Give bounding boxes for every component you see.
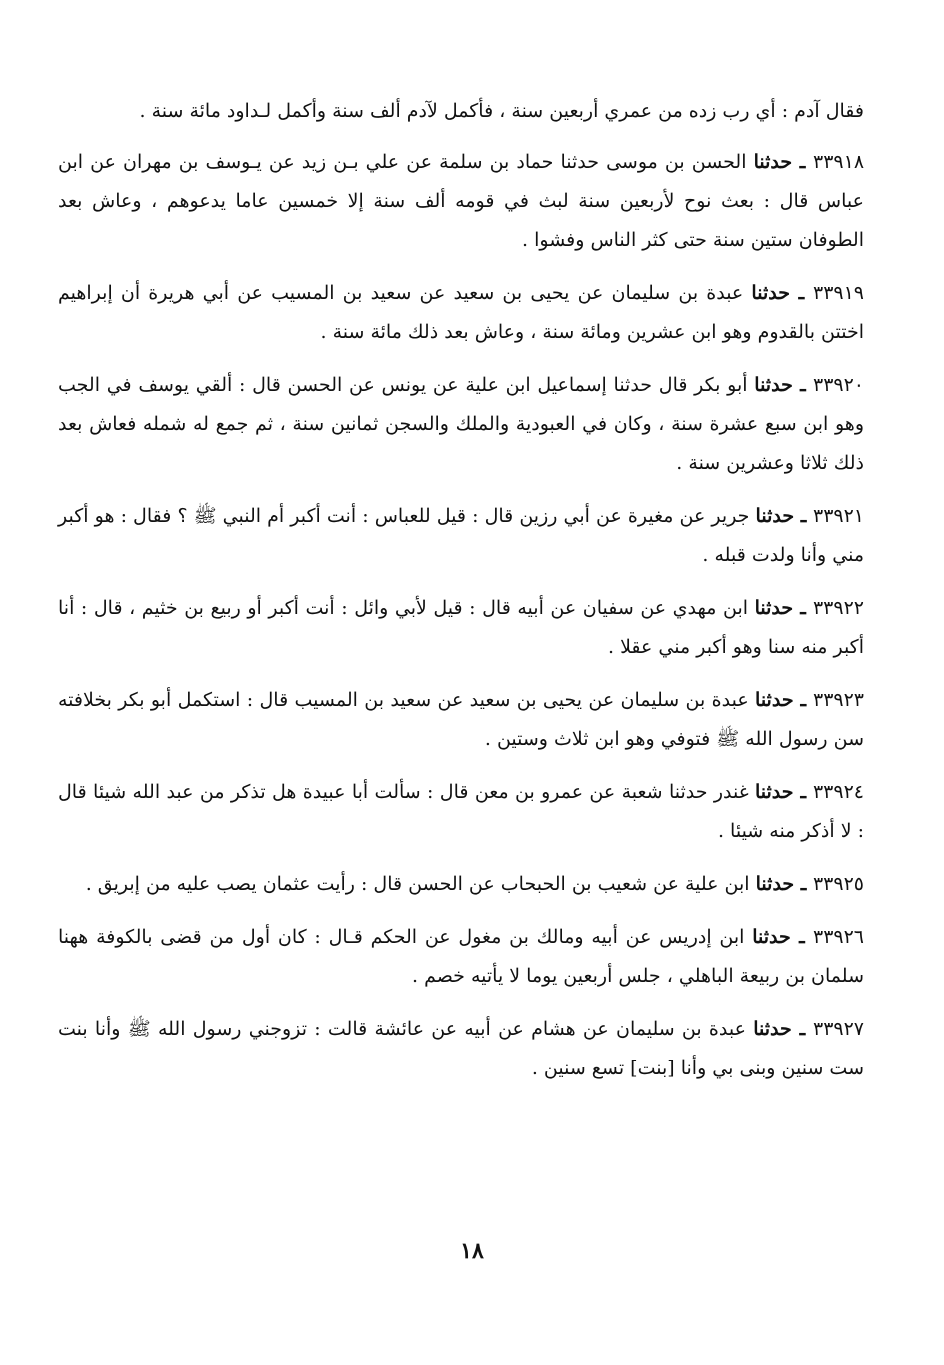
hadith-number: ٣٣٩٢٥ <box>812 873 864 895</box>
separator: ـ <box>791 1018 813 1040</box>
hadith-text: الحسن بن موسى حدثنا حماد بن سلمة عن علي بـن زيد عن يـوسف بن مهران عن ابن عباس قال : بعث نوح لأربعين سنة لبث في قومه ألف سنة إلا خمسين عاما يدعوهم ، وعاش بعد الطوفان ستين سنة حتى كثر الناس وفشوا . <box>58 151 864 251</box>
hadith-keyword: حدثنا <box>755 873 795 895</box>
separator: ـ <box>793 781 813 803</box>
hadith-text: جرير عن مغيرة عن أبي رزين قال : قيل للعباس : أنت أكبر أم النبي ﷺ ؟ فقال : هو أكبر مني وأنا ولدت قبله . <box>58 505 864 566</box>
hadith-keyword: حدثنا <box>753 1018 792 1040</box>
hadith-entry <box>58 143 864 260</box>
hadith-text: أبو بكر قال حدثنا إسماعيل ابن علية عن يونس عن الحسن قال : ألقي يوسف في الجب وهو ابن سبع عشرة سنة ، وكان في العبودية والملك والسجن ثمانين سنة ، ثم جمع له شمله فعاش بعد ذلك ثلاثا وعشرين سنة . <box>58 374 864 474</box>
hadith-entry <box>58 274 864 352</box>
hadith-text: ابن مهدي عن سفيان عن أبيه قال : قيل لأبي وائل : أنت أكبر أو ربيع بن خثيم ، قال : أنا أكبر منه سنا وهو أكبر مني عقلا . <box>58 597 864 658</box>
hadith-number: ٣٣٩٢٤ <box>812 781 864 803</box>
separator: ـ <box>793 689 813 711</box>
hadith-text: غندر حدثنا شعبة عن عمرو بن معن قال : سألت أبا عبيدة هل تذكر من عبد الله شيئا قال : لا أذكر منه شيئا . <box>58 781 864 842</box>
hadith-text: عبدة بن سليمان عن يحيى بن سعيد عن سعيد بن المسيب عن أبي هريرة أن إبراهيم اختتن بالقدوم وهو ابن عشرين ومائة سنة ، وعاش بعد ذلك مائة سنة . <box>58 282 864 343</box>
hadith-text: عبدة بن سليمان عن يحيى بن سعيد عن سعيد بن المسيب قال : استكمل أبو بكر بخلافته سن رسول الله ﷺ فتوفي وهو ابن ثلاث وستين . <box>58 689 864 750</box>
hadith-entry <box>58 865 864 904</box>
hadith-keyword: حدثنا <box>753 151 793 173</box>
hadith-list <box>58 143 864 1088</box>
separator: ـ <box>794 873 813 895</box>
hadith-text: ابن علية عن شعيب بن الحبحاب عن الحسن قال : رأيت عثمان يصب عليه من إبريق . <box>85 873 750 895</box>
hadith-keyword: حدثنا <box>754 374 793 396</box>
hadith-entry <box>58 918 864 996</box>
hadith-entry <box>58 589 864 667</box>
hadith-entry <box>58 1010 864 1088</box>
hadith-keyword: حدثنا <box>755 689 794 711</box>
intro-paragraph: فقال آدم : أي رب زده من عمري أربعين سنة ، فأكمل لآدم ألف سنة وأكمل لـداود مائة سنة . <box>139 100 864 122</box>
hadith-text: عبدة بن سليمان عن هشام عن أبيه عن عائشة قالت : تزوجني رسول الله ﷺ وأنا بنت ست سنين وبنى بي وأنا [بنت] تسع سنين . <box>58 1018 864 1079</box>
separator: ـ <box>792 374 813 396</box>
hadith-number: ٣٣٩٢٦ <box>812 926 865 948</box>
hadith-entry <box>58 681 864 759</box>
separator: ـ <box>794 505 813 527</box>
hadith-entry <box>58 497 864 575</box>
hadith-number: ٣٣٩٢١ <box>812 505 865 527</box>
hadith-entry <box>58 773 864 851</box>
hadith-number: ٣٣٩٢٣ <box>812 689 865 711</box>
hadith-number: ٣٣٩١٨ <box>813 151 865 173</box>
separator: ـ <box>793 597 813 619</box>
hadith-number: ٣٣٩٢٧ <box>812 1018 865 1040</box>
hadith-keyword: حدثنا <box>752 926 791 948</box>
hadith-keyword: حدثنا <box>754 597 794 619</box>
separator: ـ <box>790 926 813 948</box>
page-number: ١٨ <box>460 1238 484 1264</box>
hadith-number: ٣٣٩٢٠ <box>812 374 865 396</box>
separator: ـ <box>789 282 813 304</box>
hadith-keyword: حدثنا <box>755 505 795 527</box>
text-body <box>58 92 864 1088</box>
hadith-keyword: حدثنا <box>751 282 790 304</box>
hadith-keyword: حدثنا <box>755 781 794 803</box>
hadith-number: ٣٣٩٢٢ <box>812 597 864 619</box>
hadith-entry <box>58 366 864 483</box>
hadith-text: ابن إدريس عن أبيه ومالك بن مغول عن الحكم قـال : كان أول من قضى بالكوفة ههنا سلمان بن ربيعة الباهلي ، جلس أربعين يوما لا يأتيه خصم . <box>58 926 864 987</box>
hadith-number: ٣٣٩١٩ <box>812 282 865 304</box>
separator: ـ <box>792 151 813 173</box>
